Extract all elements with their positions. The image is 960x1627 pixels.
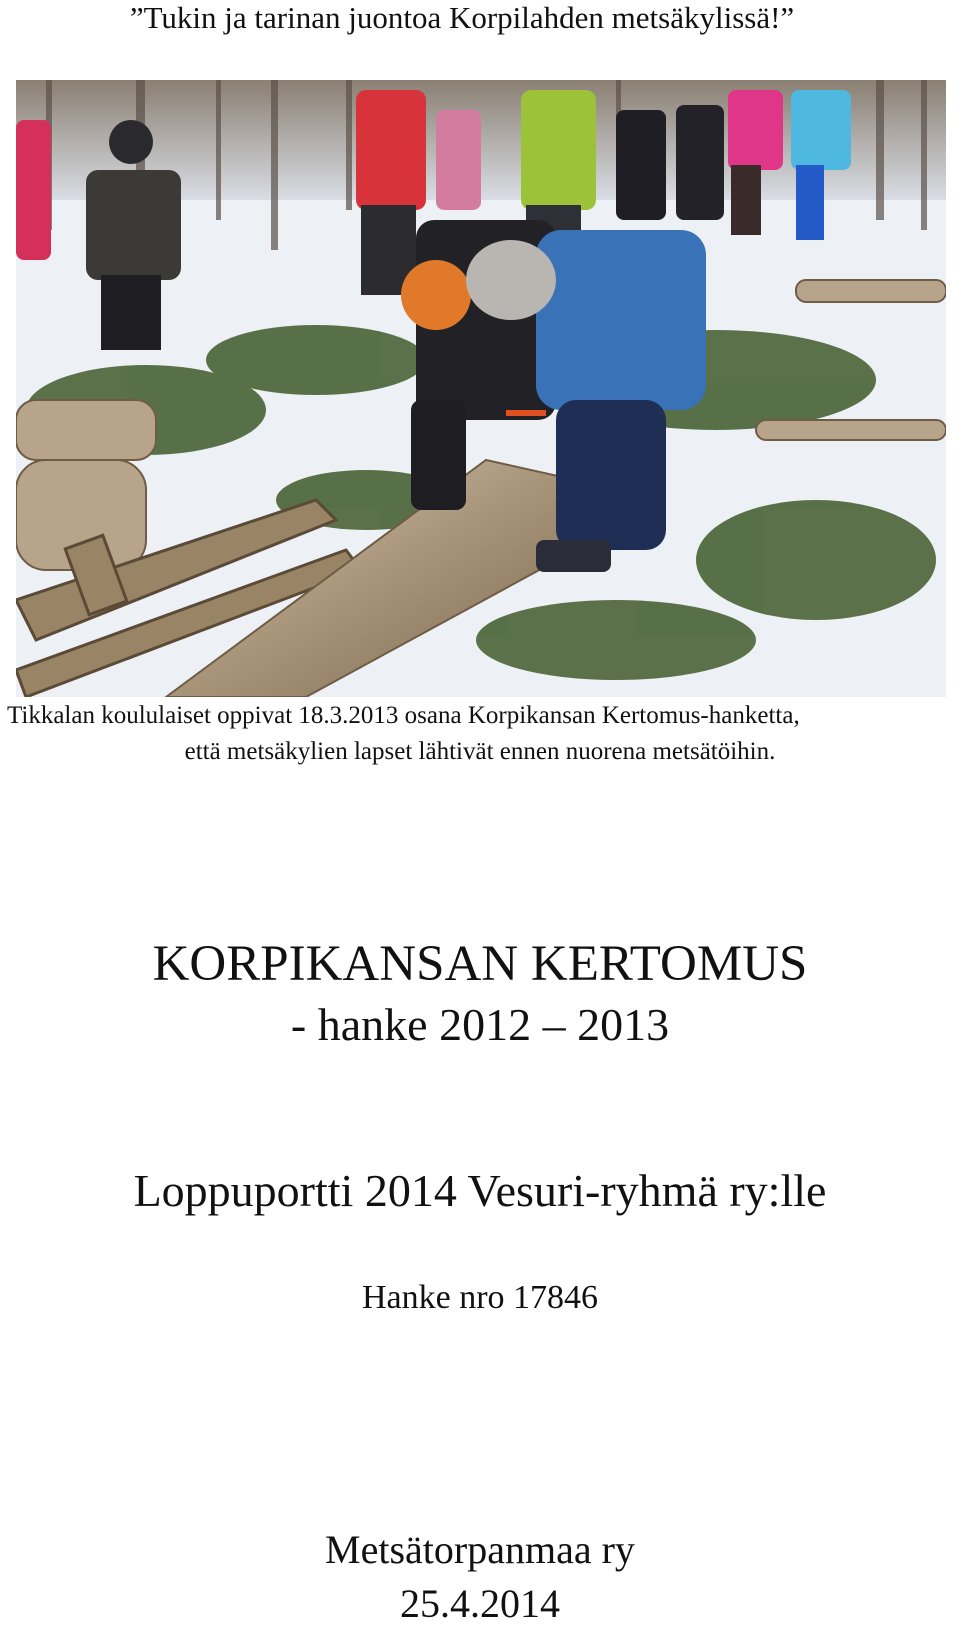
document-subtitle: - hanke 2012 – 2013 — [290, 999, 670, 1050]
project-number: Hanke nro 17846 — [361, 1279, 599, 1316]
document-date: 25.4.2014 — [400, 1581, 560, 1626]
cover-photo — [16, 80, 946, 697]
photo-caption-line-2: että metsäkylien lapset lähtivät ennen nuorena metsätöihin. — [184, 738, 776, 765]
report-name: Loppuportti 2014 Vesuri-ryhmä ry:lle — [133, 1165, 827, 1216]
photo-caption-line-1: Tikkalan koululaiset oppivat 18.3.2013 osana Korpikansan Kertomus-hanketta, — [7, 702, 800, 729]
organization-name: Metsätorpanmaa ry — [325, 1527, 635, 1572]
document-title: KORPIKANSAN KERTOMUS — [152, 936, 808, 992]
cover-quote: ”Tukin ja tarinan juontoa Korpilahden metsäkylissä!” — [129, 0, 795, 35]
